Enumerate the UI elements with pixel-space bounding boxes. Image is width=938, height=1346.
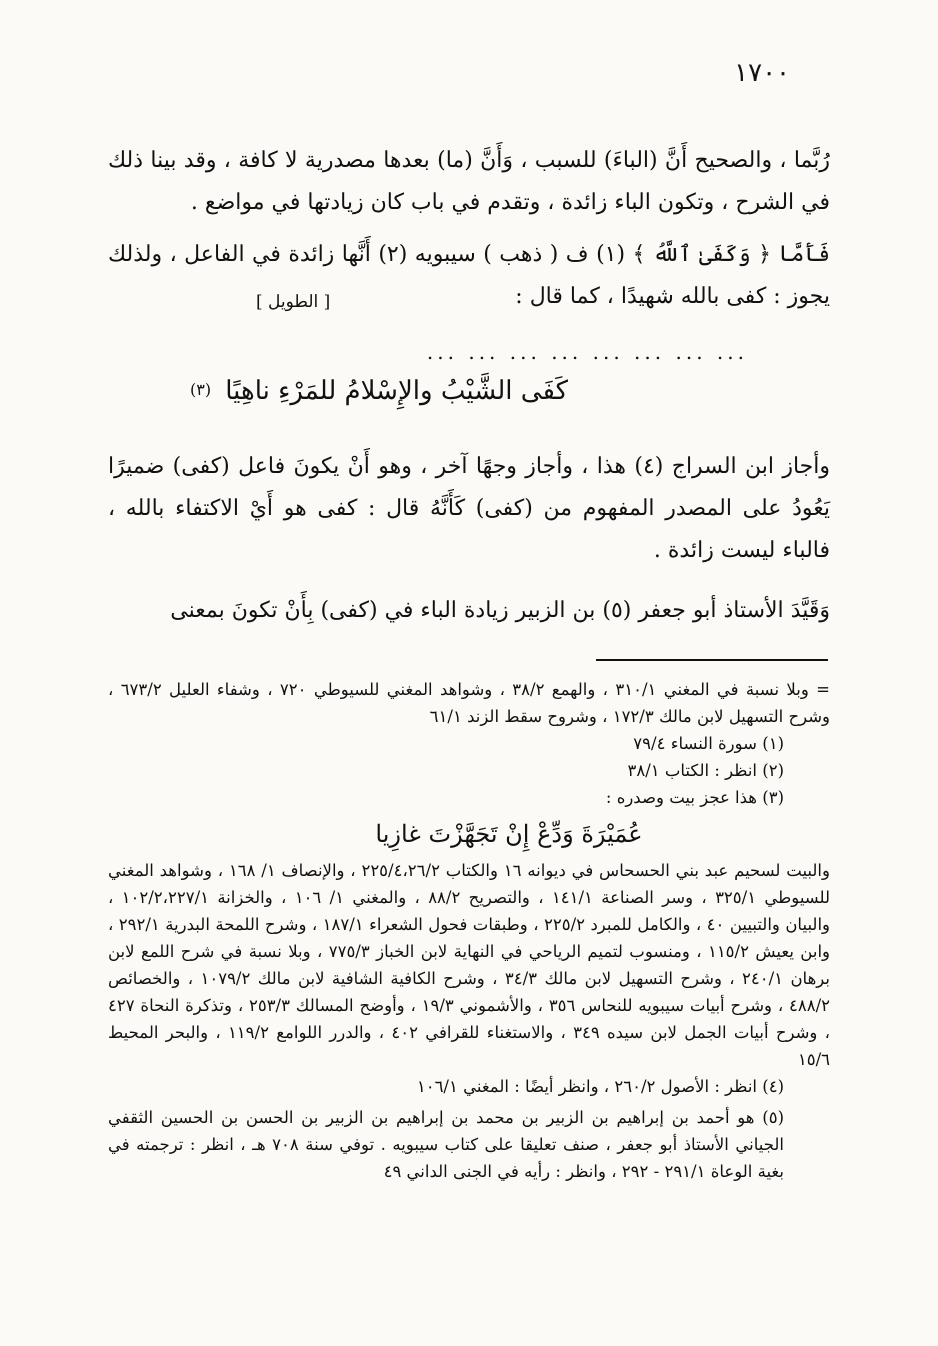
footnote-1: (١) سورة النساء ٧٩/٤ <box>633 734 784 753</box>
main-paragraph-2 <box>108 234 830 318</box>
main-paragraph-3 <box>108 446 830 572</box>
paragraph-text: وأجاز ابن السراج (٤) هذا ، وأجاز وجهًا آخر ، وهو أَنْ يكونَ فاعل (كفى) ضميرًا يَعُودُ على المصدر المفهوم من (كفى) كَأَنَّهُ قال : كفى هو أَيْ الاكتفاء بالله ، فالباء ليست زائدة . <box>108 454 830 563</box>
footnotes-section <box>108 676 830 1185</box>
paragraph-text: فَأَمَّا ﴿ وَكَفَىٰ ٱللَّهُ ﴾ (١) ف ( ذهب ) سيبويه (٢) أَنَّها زائدة في الفاعل ، ولذلك يجوز : كفى بالله شهيدًا ، كما قال : <box>108 242 830 309</box>
page-number: ١٧٠٠ <box>734 58 790 88</box>
footnote-2: (٢) انظر : الكتاب ٣٨/١ <box>627 761 784 780</box>
main-paragraph-4 <box>108 590 830 632</box>
footnote-continuation: = وبلا نسبة في المغني ٣١٠/١ ، والهمع ٣٨/٢ ، وشواهد المغني للسيوطي ٧٢٠ ، وشفاء العليل ٦٧٣/٢ ، وشرح التسهيل لابن مالك ١٧٢/٣ ، وشروح سقط الزند ٦١/١ <box>108 680 830 726</box>
verse-footnote-marker: (٣) <box>190 380 212 399</box>
omitted-hemistich-dots: ... ... ... ... ... ... ... ... <box>426 340 748 364</box>
footnote-3-body: والبيت لسحيم عبد بني الحسحاس في ديوانه ١٦ والكتاب ٢٢٥/٤،٢٦/٢ ، والإنصاف ١/ ١٦٨ ، وشواهد المغني للسيوطي ٣٢٥/١ ، وسر الصناعة ١٤١/١ ، والتصريح ٨٨/٢ ، والمغني ١/ ١٠٦ ، والخزانة ١٠٢/٢،٢٢٧/١ ، والبيان والتبيين ٤٠ ، والكامل للمبرد ٢٢٥/٢ ، وطبقات فحول الشعراء ١٨٧/١ ، وشرح اللمحة البدرية ٢٩٢/١ ، وابن يعيش ١١٥/٢ ، ومنسوب لتميم الرياحي في النهاية لابن الخباز ٧٧٥/٣ ، وبلا نسبة في شرح اللمع لابن برهان ٢٤٠/١ ، وشرح التسهيل لابن مالك ٣٤/٣ ، وشرح الكافية الشافية لابن مالك ١٠٧٩/٢ ، والخصائص ٤٨٨/٢ ، وشرح أبيات سيبويه للنحاس ٣٥٦ ، والأشموني ١٩/٣ ، وأوضح المسالك ٢٥٣/٣ ، وتذكرة النحاة ٤٢٧ ، وشرح أبيات الجمل لابن سيده ٣٤٩ ، والاستغناء للقرافي ٤٠٢ ، والدرر اللوامع ١١٩/٢ ، والبحر المحيط ١٥/٦ <box>108 861 831 1069</box>
footnote-separator <box>596 659 828 661</box>
paragraph-text: وَقَيَّدَ الأستاذ أبو جعفر (٥) بن الزبير زيادة الباء في (كفى) بِأَنْ تكونَ بمعنى <box>170 598 830 623</box>
footnote-3: (٣) هذا عجز بيت وصدره : <box>605 788 784 807</box>
poetic-meter-label: [ الطويل ] <box>256 292 331 312</box>
main-paragraph-1 <box>108 140 830 224</box>
footnote-4: (٤) انظر : الأصول ٢٦٠/٢ ، وانظر أيضًا : المغني ١٠٦/١ <box>416 1077 784 1096</box>
poetry-verse: كَفَى الشَّيْبُ والإِسْلامُ للمَرْءِ ناهِيًا <box>225 376 568 406</box>
paragraph-text: رُبَّما ، والصحيح أَنَّ (الباءَ) للسبب ، وَأَنَّ (ما) بعدها مصدرية لا كافة ، وقد بينا ذلك في الشرح ، وتكون الباء زائدة ، وتقدم في باب كان زيادتها في مواضع . <box>108 148 830 215</box>
footnote-3-verse: عُمَيْرَةَ وَدِّعْ إِنْ تَجَهَّزْتَ غازِيا <box>375 820 643 848</box>
footnote-5: (٥) هو أحمد بن إبراهيم بن الزبير بن محمد بن إبراهيم بن الزبير بن الحسن بن الحسين الثقفي الجياني الأستاذ أبو جعفر ، صنف تعليقا على كتاب سيبويه . توفي سنة ٧٠٨ هـ ، انظر : ترجمته في بغية الوعاة ٢٩١/١ - ٢٩٢ ، وانظر : رأيه في الجنى الداني ٤٩ <box>108 1108 784 1181</box>
